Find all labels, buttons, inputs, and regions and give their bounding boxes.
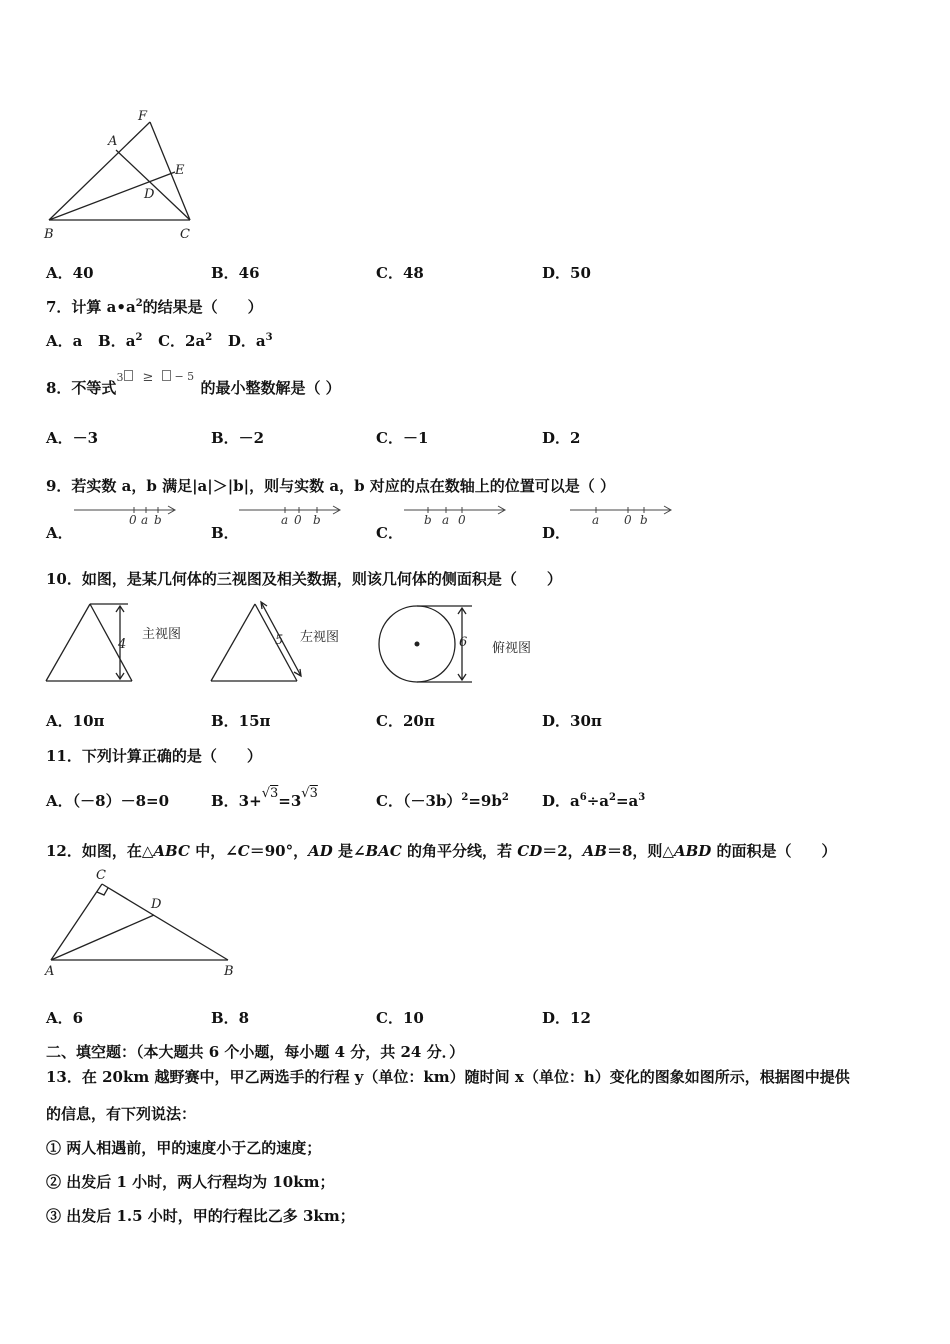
q6-triangle-figure (40, 100, 210, 245)
q10-option-d[interactable]: D．30π (542, 712, 602, 730)
q12-option-c[interactable]: C．10 (376, 1009, 424, 1027)
q10-option-c[interactable]: C．20π (376, 712, 435, 730)
label-c: C (96, 868, 106, 883)
q7-option-b[interactable]: B．$a^2$ (98, 332, 143, 350)
q9-option-a-label[interactable]: A． (46, 524, 73, 542)
top-view-label: 俯视图 (492, 641, 532, 656)
q9-option-b-label[interactable]: B． (211, 524, 239, 542)
label-f: F (138, 109, 148, 124)
q9-axis-c[interactable] (402, 500, 512, 530)
q9-option-c-label[interactable]: C． (376, 524, 403, 542)
q10-top-view (372, 598, 552, 690)
label-a: A (108, 134, 118, 149)
axis-c-tick-0: 0 (458, 513, 466, 527)
axis-a-tick-a: a (141, 513, 149, 527)
label-a: A (45, 964, 55, 979)
left-view-label: 左视图 (300, 630, 340, 645)
label-d: D (151, 897, 162, 912)
q7-options (46, 330, 273, 351)
axis-a-tick-b: b (154, 513, 162, 527)
q8-option-d[interactable]: D．2 (542, 429, 581, 447)
q10-option-a[interactable]: A．10π (46, 712, 105, 730)
q6-option-a[interactable]: A．40 (46, 264, 94, 282)
left-view-dim: 5 (275, 633, 284, 648)
axis-c-tick-b: b (424, 513, 432, 527)
q11-option-d[interactable]: D．$a^6\div a^2=a^3$ (542, 792, 646, 810)
q12-option-d[interactable]: D．12 (542, 1009, 591, 1027)
q9-axis-b[interactable] (237, 500, 347, 530)
q8-stem: 8．不等式 3 ≥ − 5 的最小整数解是（ ） (46, 370, 341, 397)
q11-stem: 11．下列计算正确的是（ ） (46, 747, 262, 765)
q7-option-c[interactable]: C．$2a^2$ (158, 332, 213, 350)
axis-b-tick-0: 0 (294, 513, 302, 527)
axis-a-tick-0: 0 (129, 513, 137, 527)
label-e: E (175, 163, 185, 178)
q11-option-a[interactable]: A．（－8）－8=0 (46, 792, 170, 810)
q11-option-b[interactable]: B．3+√3=3√3 (211, 786, 318, 810)
q9-axis-d[interactable] (568, 500, 678, 530)
q10-left-view (205, 598, 365, 690)
q10-stem: 10．如图，是某几何体的三视图及相关数据，则该几何体的侧面积是（ ） (46, 570, 562, 588)
q7-option-a[interactable]: A．a (46, 332, 83, 350)
q6-option-b[interactable]: B．46 (211, 264, 260, 282)
label-c: C (180, 227, 190, 242)
q7-stem: 7．计算 $a•a^2$的结果是（ ） (46, 298, 263, 316)
q8-option-b[interactable]: B．－2 (211, 429, 265, 447)
q9-axis-a[interactable] (72, 500, 182, 530)
axis-d-tick-b: b (640, 513, 648, 527)
q13-item-1: ① 两人相遇前，甲的速度小于乙的速度； (46, 1139, 322, 1157)
q12-stem: 12．如图，在△ABC 中，∠C＝90°，AD 是∠BAC 的角平分线，若 CD＝2，AB＝8，则△ABD 的面积是（ ） (46, 842, 837, 860)
axis-b-tick-a: a (281, 513, 289, 527)
q9-option-d-label[interactable]: D． (542, 524, 571, 542)
q8-inequality-image: 3 ≥ − 5 (116, 370, 195, 385)
label-d: D (144, 187, 155, 202)
front-view-label: 主视图 (142, 627, 182, 642)
axis-d-tick-a: a (592, 513, 600, 527)
q13-line-1: 13．在 20km 越野赛中，甲乙两选手的行程 y（单位：km）随时间 x（单位：h）变化的图象如图所示，根据图中提供 (46, 1068, 850, 1086)
q11-option-c[interactable]: C．$(-3b)^2=9b^2$ (376, 792, 509, 810)
axis-d-tick-0: 0 (624, 513, 632, 527)
q6-option-c[interactable]: C．48 (376, 264, 424, 282)
q12-option-b[interactable]: B．8 (211, 1009, 250, 1027)
q12-triangle-figure (40, 864, 240, 979)
q8-option-c[interactable]: C．－1 (376, 429, 429, 447)
q13-line-2: 的信息，有下列说法： (46, 1105, 197, 1123)
q9-stem: 9．若实数 a，b 满足|a|＞|b|，则与实数 a，b 对应的点在数轴上的位置可以是（ ） (46, 477, 615, 495)
q6-option-d[interactable]: D．50 (542, 264, 591, 282)
section-2-title: 二、填空题：（本大题共 6 个小题，每小题 4 分，共 24 分．） (46, 1043, 465, 1061)
label-b: B (224, 964, 234, 979)
q13-item-2: ② 出发后 1 小时，两人行程均为 10km； (46, 1173, 335, 1191)
front-view-dim: 4 (118, 637, 127, 652)
q8-option-a[interactable]: A．－3 (46, 429, 99, 447)
q10-front-view (40, 598, 200, 690)
q10-option-b[interactable]: B．15π (211, 712, 271, 730)
label-b: B (44, 227, 54, 242)
q13-item-3: ③ 出发后 1.5 小时，甲的行程比乙多 3km； (46, 1207, 355, 1225)
q7-option-d[interactable]: D．$a^3$ (227, 332, 273, 350)
top-view-dim: 6 (459, 635, 468, 650)
q12-option-a[interactable]: A．6 (46, 1009, 84, 1027)
axis-c-tick-a: a (442, 513, 450, 527)
axis-b-tick-b: b (313, 513, 321, 527)
